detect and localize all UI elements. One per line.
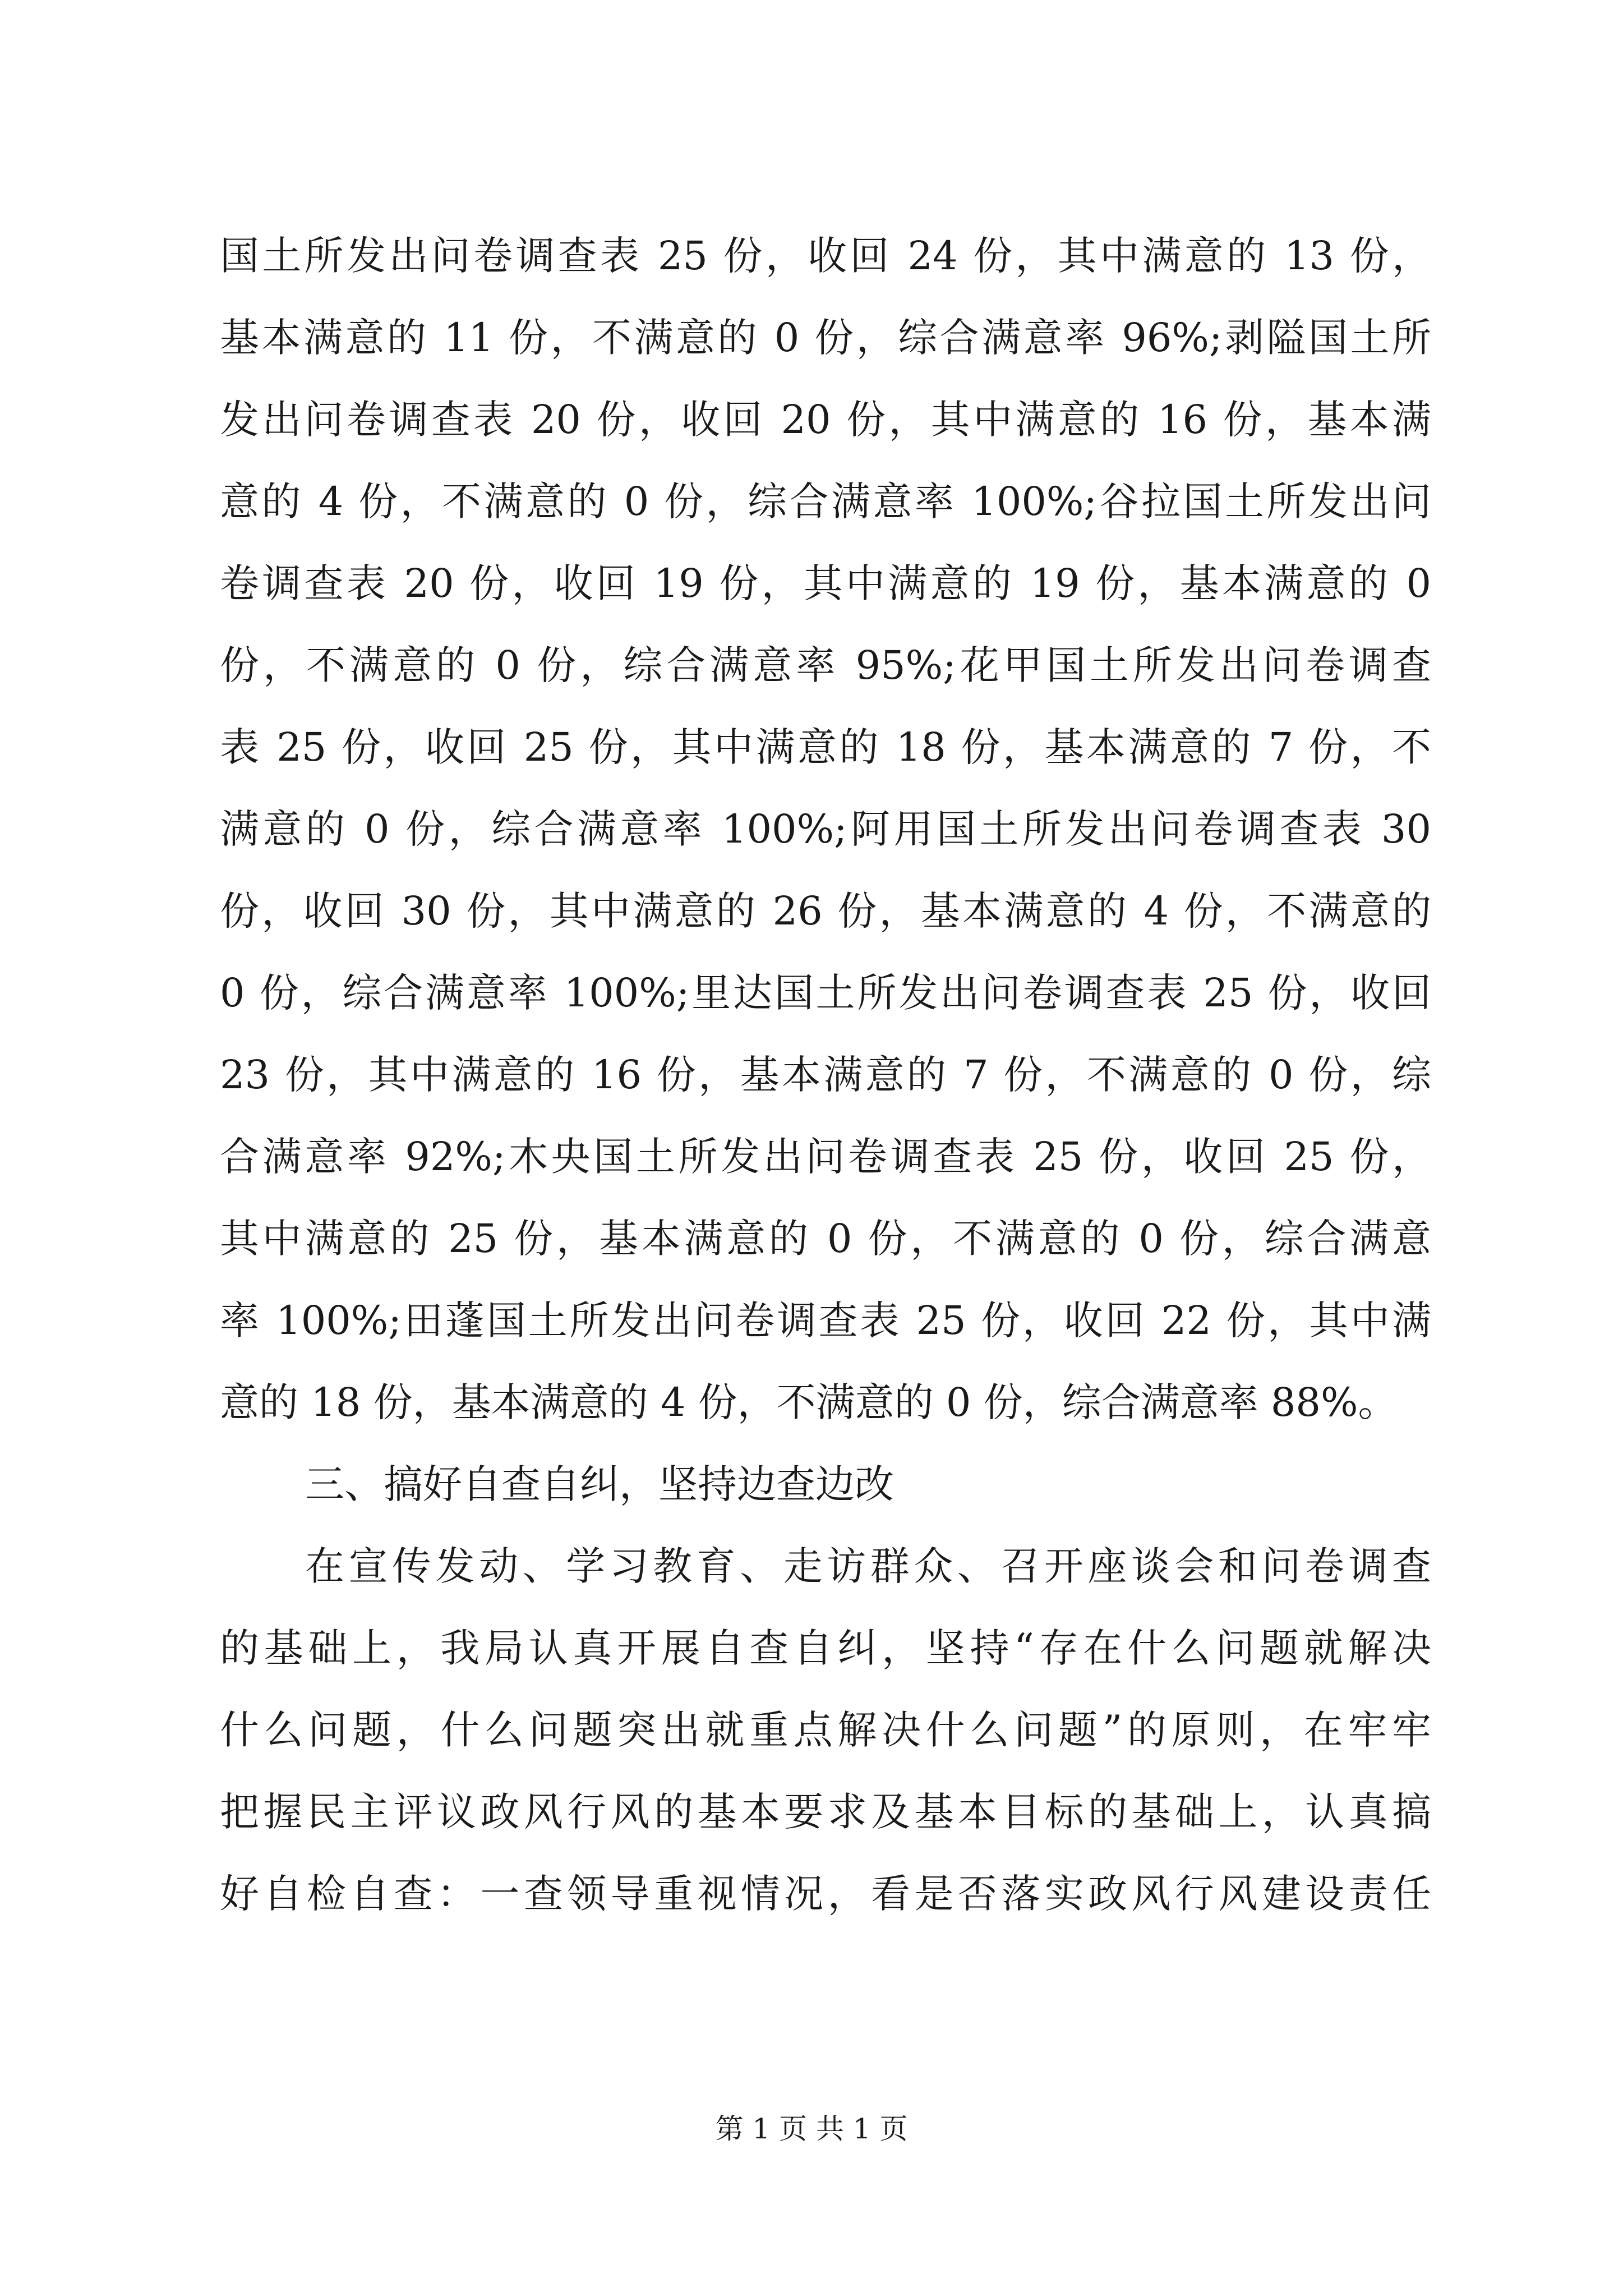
page-footer: 第 1 页 共 1 页: [715, 2113, 908, 2145]
text-line: 意的 18 份，基本满意的 4 份，不满意的 0 份，综合满意率 88%。: [220, 1379, 1398, 1425]
body-text: [220, 215, 1431, 1935]
text-line: 份，不满意的 0 份，综合满意率 95%;花甲国土所发出问卷调查: [220, 642, 1431, 688]
text-line: 23 份，其中满意的 16 份，基本满意的 7 份，不满意的 0 份，综: [220, 1052, 1431, 1098]
text-line: 在宣传发动、学习教育、走访群众、召开座谈会和问卷调查: [305, 1543, 1431, 1589]
text-line: 国土所发出问卷调查表 25 份，收回 24 份，其中满意的 13 份，: [220, 233, 1431, 279]
text-line: 发出问卷调查表 20 份，收回 20 份，其中满意的 16 份，基本满: [220, 397, 1431, 443]
text-line: 的基础上，我局认真开展自查自纠，坚持“存在什么问题就解决: [220, 1625, 1431, 1671]
text-line: 合满意率 92%;木央国土所发出问卷调查表 25 份，收回 25 份，: [220, 1134, 1431, 1180]
text-line: 什么问题，什么问题突出就重点解决什么问题”的原则，在牢牢: [220, 1707, 1431, 1753]
text-line: 率 100%;田蓬国土所发出问卷调查表 25 份，收回 22 份，其中满: [220, 1297, 1431, 1343]
text-line: 表 25 份，收回 25 份，其中满意的 18 份，基本满意的 7 份，不: [220, 724, 1431, 770]
text-line: 把握民主评议政风行风的基本要求及基本目标的基础上，认真搞: [220, 1789, 1431, 1835]
text-line: 意的 4 份，不满意的 0 份，综合满意率 100%;谷拉国土所发出问: [220, 478, 1431, 524]
text-line: 份，收回 30 份，其中满意的 26 份，基本满意的 4 份，不满意的: [220, 888, 1431, 934]
text-line: 基本满意的 11 份，不满意的 0 份，综合满意率 96%;剥隘国土所: [220, 315, 1431, 361]
text-line: 卷调查表 20 份，收回 19 份，其中满意的 19 份，基本满意的 0: [220, 560, 1431, 606]
text-line: 满意的 0 份，综合满意率 100%;阿用国土所发出问卷调查表 30: [220, 806, 1431, 852]
section-heading: 三、搞好自查自纠，坚持边查边改: [305, 1461, 894, 1507]
text-line: 其中满意的 25 份，基本满意的 0 份，不满意的 0 份，综合满意: [220, 1216, 1431, 1262]
text-line: 0 份，综合满意率 100%;里达国土所发出问卷调查表 25 份，收回: [220, 970, 1431, 1016]
text-line: 好自检自查：一查领导重视情况，看是否落实政风行风建设责任: [220, 1871, 1431, 1917]
